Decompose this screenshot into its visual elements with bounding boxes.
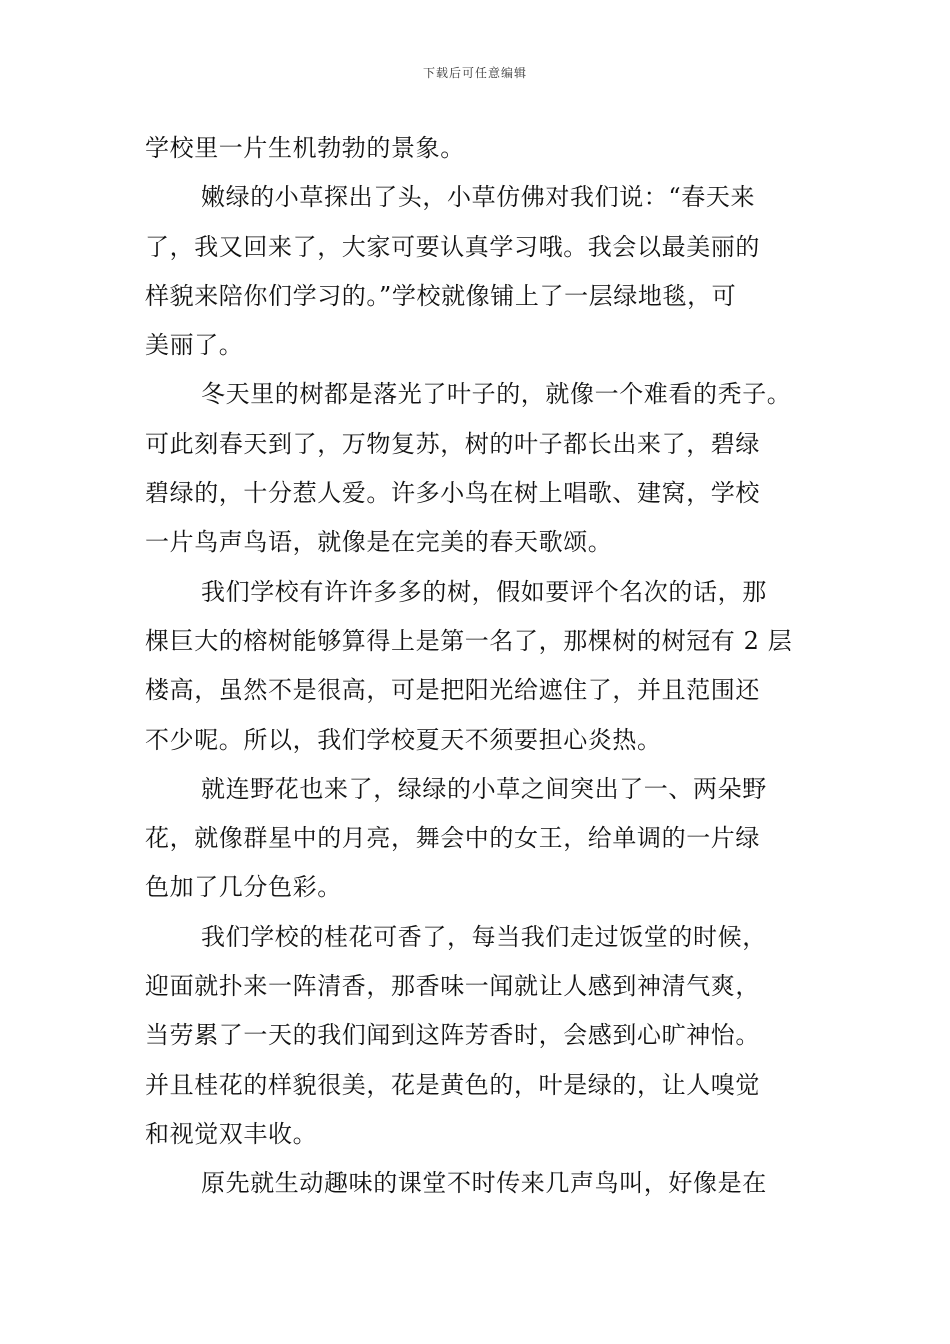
text-line: 我们学校有许许多多的树，假如要评个名次的话，那 xyxy=(201,577,767,606)
text-line: 色加了几分色彩。 xyxy=(145,873,342,902)
text-line: 学校里一片生机勃勃的景象。 xyxy=(145,134,465,162)
text-line: 就连野花也来了，绿绿的小草之间突出了一、两朵野 xyxy=(201,774,767,803)
text-line: 不少呢。所以，我们学校夏天不须要担心炎热。 xyxy=(145,725,662,754)
text-line: 冬天里的树都是落光了叶子的，就像一个难看的秃子。 xyxy=(201,380,792,409)
text-line: 碧绿的，十分惹人爱。许多小鸟在树上唱歌、建窝，学校 xyxy=(145,479,760,508)
text-line: 棵巨大的榕树能够算得上是第一名了，那棵树的树冠有 2 层 xyxy=(145,626,793,655)
text-line: 美丽了。 xyxy=(145,331,244,360)
text-line: 原先就生动趣味的课堂不时传来几声鸟叫，好像是在 xyxy=(201,1169,767,1198)
text-line: 一片鸟声鸟语，就像是在完美的春天歌颂。 xyxy=(145,528,613,557)
document-body xyxy=(145,128,825,1213)
text-line: 我们学校的桂花可香了，每当我们走过饭堂的时候， xyxy=(201,922,767,951)
text-line: 可此刻春天到了，万物复苏，树的叶子都长出来了，碧绿 xyxy=(145,429,760,458)
text-line: 楼高，虽然不是很高，可是把阳光给遮住了，并且范围还 xyxy=(145,676,760,705)
text-line: 并且桂花的样貌很美，花是黄色的，叶是绿的，让人嗅觉 xyxy=(145,1070,760,1099)
text-line: 了，我又回来了，大家可要认真学习哦。我会以最美丽的 xyxy=(145,232,760,261)
text-line: 当劳累了一天的我们闻到这阵芳香时，会感到心旷神怡。 xyxy=(145,1021,760,1050)
text-line: 嫩绿的小草探出了头，小草仿佛对我们说：“春天来 xyxy=(201,183,756,212)
text-line: 花，就像群星中的月亮，舞会中的女王，给单调的一片绿 xyxy=(145,824,760,853)
text-line: 和视觉双丰收。 xyxy=(145,1119,318,1148)
page-header: 下载后可任意编辑 xyxy=(422,66,527,80)
text-line: 样貌来陪你们学习的。”学校就像铺上了一层绿地毯，可 xyxy=(145,281,737,310)
text-line: 迎面就扑来一阵清香，那香味一闻就让人感到神清气爽， xyxy=(145,972,760,1001)
